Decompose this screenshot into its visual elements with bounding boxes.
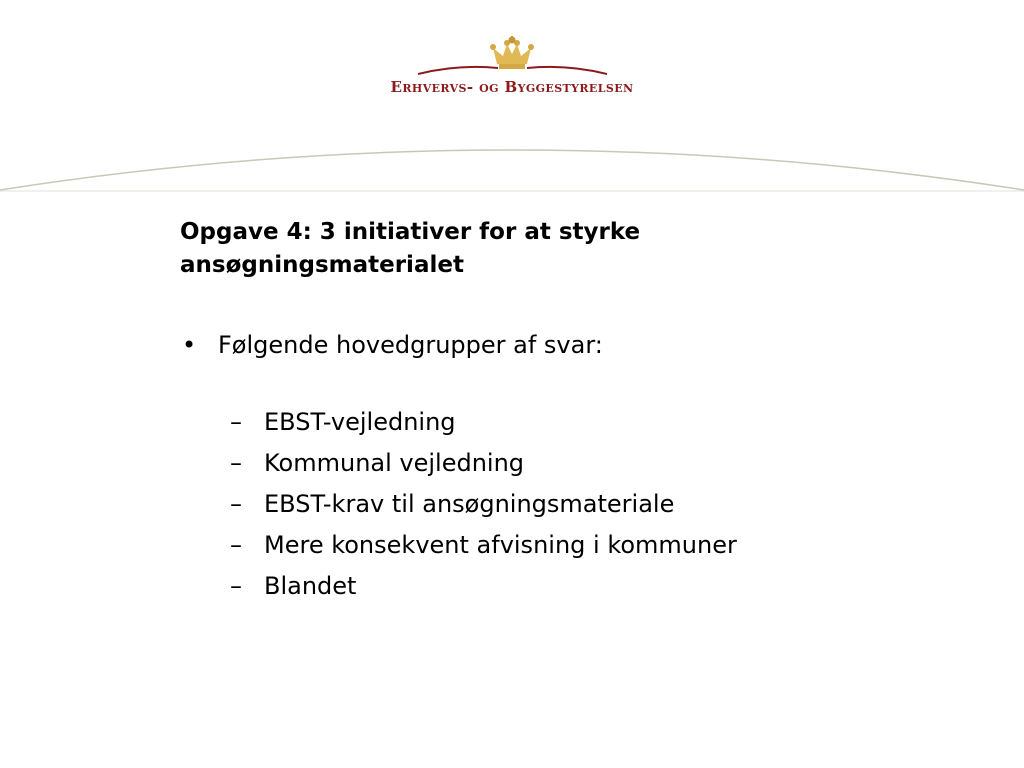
header-arc-divider (0, 130, 1024, 200)
sub-item-list (180, 402, 980, 607)
sub-item-text: EBST-vejledning (264, 408, 456, 436)
header-rule-right (527, 62, 607, 76)
sub-item (230, 484, 980, 525)
sub-item-text: EBST-krav til ansøgningsmateriale (264, 490, 675, 518)
organization-name: Erhvervs- og Byggestyrelsen (390, 78, 634, 96)
sub-item-text: Kommunal vejledning (264, 449, 525, 477)
sub-item (230, 566, 980, 607)
sub-item (230, 525, 980, 566)
bullet-marker: • (182, 331, 197, 359)
sub-item-text: Blandet (264, 572, 357, 600)
sub-item (230, 402, 980, 443)
dash-marker: – (230, 572, 242, 600)
sub-item-text: Mere konsekvent afvisning i kommuner (264, 531, 737, 559)
slide-title: Opgave 4: 3 initiativer for at styrke ansøgningsmaterialet (180, 219, 641, 278)
header-rule-left (418, 62, 498, 76)
slide-header (0, 0, 1024, 200)
slide-content (180, 216, 980, 607)
dash-marker: – (230, 490, 242, 518)
dash-marker: – (230, 449, 242, 477)
dash-marker: – (230, 408, 242, 436)
bullet-item (180, 328, 980, 362)
sub-item (230, 443, 980, 484)
dash-marker: – (230, 531, 242, 559)
bullet-text: Følgende hovedgrupper af svar: (218, 331, 603, 359)
